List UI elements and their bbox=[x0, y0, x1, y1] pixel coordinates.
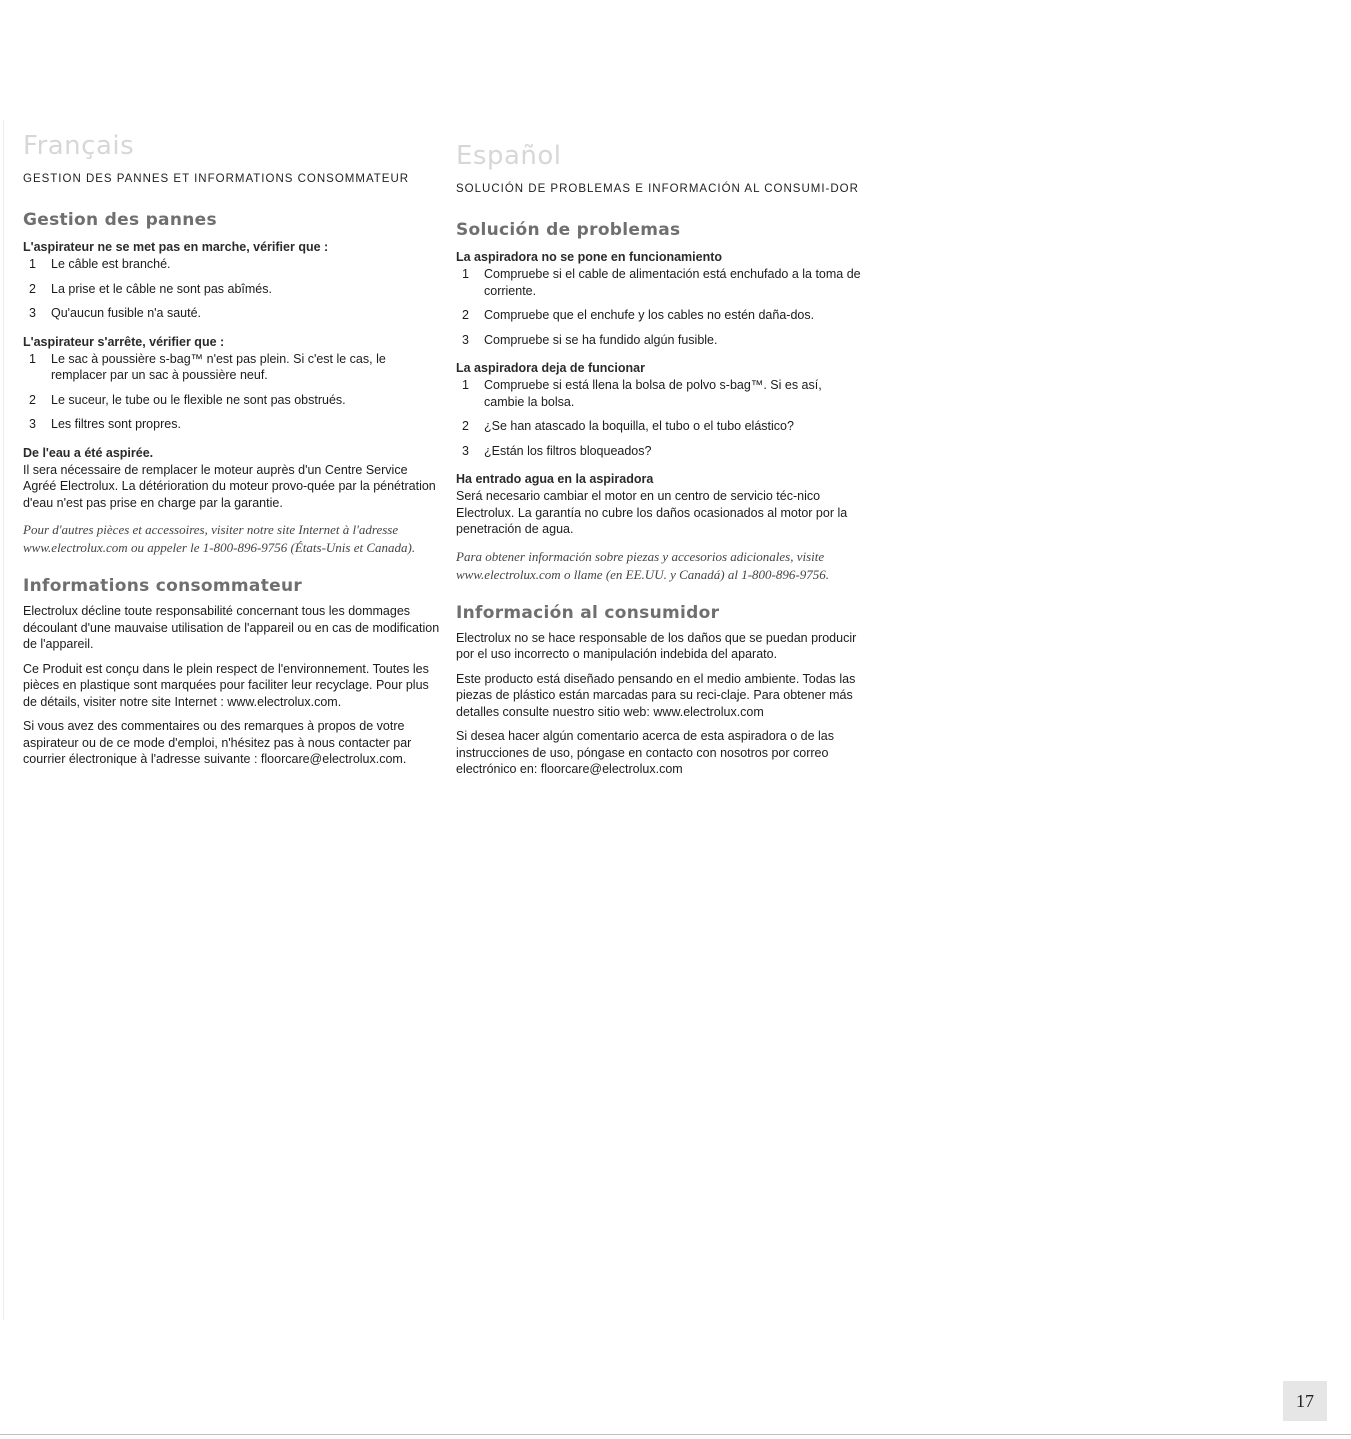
item-number: 2 bbox=[462, 308, 469, 322]
issue-list-stops bbox=[23, 351, 441, 433]
french-column bbox=[23, 128, 441, 768]
consumer-info-heading: Informations consommateur bbox=[23, 576, 303, 596]
list-item bbox=[456, 332, 861, 349]
item-number: 2 bbox=[29, 392, 36, 407]
language-title-french: Français bbox=[23, 131, 135, 161]
issue-title-stops: La aspiradora deja de funcionar bbox=[456, 361, 645, 375]
issue-title-not-starting: La aspiradora no se pone en funcionamiento bbox=[456, 250, 723, 264]
item-number: 2 bbox=[29, 281, 36, 296]
item-number: 1 bbox=[29, 257, 36, 271]
troubleshooting-heading: Solución de problemas bbox=[456, 220, 681, 240]
list-item bbox=[456, 377, 861, 410]
item-text: Le sac à poussière s-bag™ n'est pas plein. Si c'est le cas, le remplacer par un sac à poussière neuf. bbox=[51, 351, 386, 382]
list-item bbox=[23, 256, 441, 273]
item-number: 1 bbox=[29, 351, 36, 366]
item-text: Les filtres sont propres. bbox=[51, 417, 181, 431]
item-number: 1 bbox=[462, 267, 469, 281]
list-item bbox=[23, 392, 441, 409]
consumer-info-paragraph: Electrolux décline toute responsabilité concernant tous les dommages découlant d'une mauvaise utilisation de l'appareil ou en cas de modification de l'appareil. bbox=[23, 604, 440, 651]
consumer-info-paragraph: Electrolux no se hace responsable de los daños que se puedan producir por el uso incorrecto o manipulación indebida del aparato. bbox=[456, 630, 857, 661]
item-number: 2 bbox=[462, 419, 469, 433]
item-number: 3 bbox=[29, 306, 36, 320]
consumer-info-paragraph: Ce Produit est conçu dans le plein respect de l'environnement. Toutes les pièces en plastique sont marquées pour faciliter leur recyclage. Pour plus de détails, visiter notre site Internet : www.electrolux.com. bbox=[23, 661, 429, 709]
page-number: 17 bbox=[1283, 1381, 1327, 1421]
item-text: Compruebe si se ha fundido algún fusible. bbox=[484, 332, 718, 347]
list-item bbox=[23, 351, 441, 384]
issue-title-not-starting: L'aspirateur ne se met pas en marche, vérifier que : bbox=[23, 240, 329, 254]
item-text: ¿Están los filtros bloqueados? bbox=[484, 443, 652, 458]
consumer-info-heading: Información al consumidor bbox=[456, 602, 720, 623]
spanish-column bbox=[456, 128, 861, 778]
item-number: 3 bbox=[29, 417, 36, 431]
consumer-info-paragraph: Si vous avez des commentaires ou des remarques à propos de votre aspirateur ou de ce mode d'emploi, n'hésitez pas à nous contacter par courrier électronique à l'adresse suivante : floorcare@electrolux.com. bbox=[23, 719, 412, 766]
accessories-note: Pour d'autres pièces et accessoires, visiter notre site Internet à l'adresse www.electrolux.com ou appeler le 1-800-896-9756 (États-Unis et Canada). bbox=[23, 522, 416, 555]
water-issue-text: Il sera nécessaire de remplacer le moteur auprès d'un Centre Service Agréé Electrolux. La détérioration du moteur provo-quée par la pénétration d'eau n'est pas prise en charge par la garantie. bbox=[23, 462, 436, 510]
water-issue-title: De l'eau a été aspirée. bbox=[23, 445, 154, 460]
issue-list-not-starting bbox=[456, 266, 861, 348]
water-issue-text: Será necesario cambiar el motor en un centro de servicio téc-nico Electrolux. La garantía no cubre los daños ocasionados al motor por la penetración de agua. bbox=[456, 489, 848, 536]
item-text: Qu'aucun fusible n'a sauté. bbox=[51, 306, 202, 320]
item-text: Le câble est branché. bbox=[51, 257, 171, 271]
item-text: Compruebe si está llena la bolsa de polvo s-bag™. Si es así, cambie la bolsa. bbox=[484, 378, 822, 409]
consumer-info-paragraph: Si desea hacer algún comentario acerca de esta aspiradora o de las instrucciones de uso, póngase en contacto con nosotros por correo electrónico en: floorcare@electrolux.com bbox=[456, 729, 835, 776]
list-item bbox=[456, 418, 861, 435]
consumer-info-paragraph: Este producto está diseñado pensando en el medio ambiente. Todas las piezas de plástico están marcadas para su reci-claje. Para obtener más detalles consulte nuestro sitio web: www.electrolux.com bbox=[456, 671, 856, 719]
item-number: 3 bbox=[462, 332, 469, 347]
bottom-rule bbox=[0, 1434, 1351, 1435]
troubleshooting-heading: Gestion des pannes bbox=[23, 210, 217, 230]
list-item bbox=[23, 416, 441, 433]
list-item bbox=[456, 307, 861, 324]
issue-title-stops: L'aspirateur s'arrête, vérifier que : bbox=[23, 334, 225, 349]
section-heading: SOLUCIÓN DE PROBLEMAS E INFORMACIÓN AL CONSUMI-DOR bbox=[456, 183, 859, 195]
item-text: Le suceur, le tube ou le flexible ne sont pas obstrués. bbox=[51, 392, 346, 407]
water-issue-title: Ha entrado agua en la aspiradora bbox=[456, 472, 654, 486]
issue-list-not-starting bbox=[23, 256, 441, 322]
scan-edge-line bbox=[3, 120, 4, 1320]
list-item bbox=[456, 443, 861, 460]
list-item bbox=[23, 305, 441, 322]
item-text: ¿Se han atascado la boquilla, el tubo o el tubo elástico? bbox=[484, 419, 794, 433]
list-item bbox=[23, 281, 441, 298]
item-text: La prise et le câble ne sont pas abîmés. bbox=[51, 281, 272, 296]
item-text: Compruebe que el enchufe y los cables no estén daña-dos. bbox=[484, 308, 815, 322]
item-number: 3 bbox=[462, 443, 469, 458]
item-text: Compruebe si el cable de alimentación está enchufado a la toma de corriente. bbox=[484, 267, 861, 298]
item-number: 1 bbox=[462, 378, 469, 392]
issue-list-stops bbox=[456, 377, 861, 459]
section-heading: GESTION DES PANNES ET INFORMATIONS CONSOMMATEUR bbox=[23, 173, 410, 185]
list-item bbox=[456, 266, 861, 299]
accessories-note: Para obtener información sobre piezas y accesorios adicionales, visite www.electrolux.com o llame (en EE.UU. y Canadá) al 1-800-896-9756. bbox=[456, 548, 829, 582]
language-title-spanish: Español bbox=[456, 141, 562, 171]
